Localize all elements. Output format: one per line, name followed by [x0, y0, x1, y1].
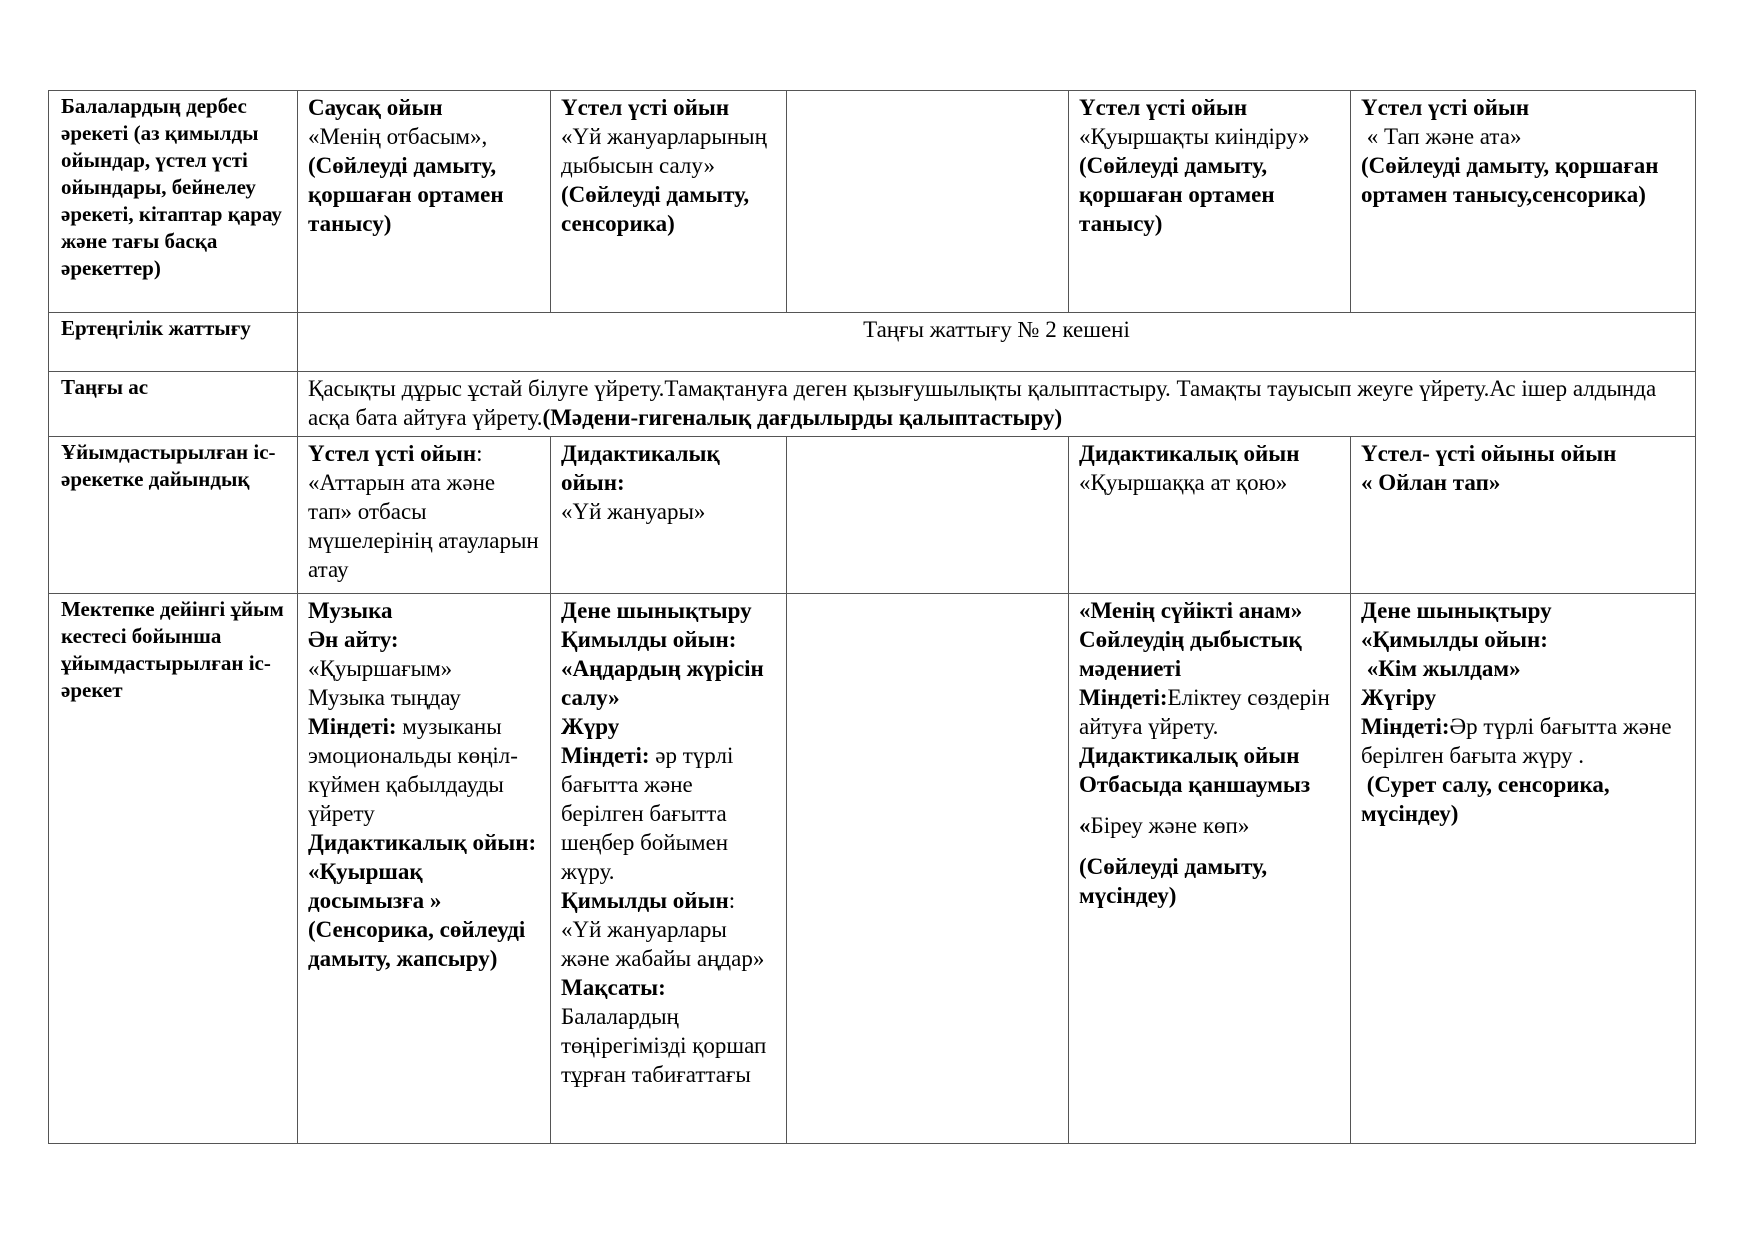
subject: Дене шынықтыру — [561, 598, 752, 623]
game-text: «Үй жануарлары және жабайы аңдар» — [561, 917, 765, 971]
cell-day-4 — [1069, 437, 1351, 594]
task-label: Міндеті: — [1361, 714, 1450, 739]
activity-title: Дидактикалық ойын — [1079, 441, 1300, 466]
row-breakfast — [49, 372, 1696, 437]
activity-title: Үстел- үсті ойыны ойын — [1361, 441, 1617, 466]
activity-title-2: « Ойлан тап» — [1361, 470, 1501, 495]
activity-title: Үстел үсті ойын — [1079, 95, 1248, 120]
activity-title: Үстел үсті ойын — [1361, 95, 1530, 120]
merged-cell — [298, 372, 1696, 437]
activity-type: «Қимылды ойын: — [1361, 627, 1548, 652]
cell-day-2 — [551, 594, 787, 1144]
activity-game: «Қуыршақты киіндіру» — [1079, 124, 1310, 149]
row-morning-exercise — [49, 313, 1696, 372]
didactic-game: Дидактикалық ойын Отбасыда қаншаумыз — [1079, 743, 1311, 797]
task-text: музыканы эмоциональды көңіл-күймен қабылдауды үйрету — [308, 714, 518, 826]
breakfast-skill: (Мәдени-гигеналық дағдылырды қалыптастыру) — [542, 405, 1063, 430]
didactic-game: Дидактикалық ойын: «Қуыршақ досымызға » — [308, 830, 537, 913]
cell-day-3 — [787, 437, 1069, 594]
cell-day-1 — [298, 437, 551, 594]
activity-title: Үстел үсті ойын — [561, 95, 730, 120]
cell-day-4 — [1069, 91, 1351, 313]
task-label: Міндеті: — [561, 743, 650, 768]
cell-day-3 — [787, 594, 1069, 1144]
activity-title: Дидактикалық ойын: — [561, 441, 720, 495]
game-suffix: : — [728, 888, 736, 913]
task-label: Міндеті: — [1079, 685, 1168, 710]
cell-day-5 — [1351, 91, 1696, 313]
cell-day-3 — [787, 91, 1069, 313]
game-title: «Кім жылдам» — [1361, 656, 1521, 681]
task-text: Әр түрлі бағытта және берілген бағыта жүру . — [1361, 714, 1672, 768]
quote-mark: « — [1079, 813, 1091, 838]
activity-area: (Сөйлеуді дамыту, қоршаған ортамен танысу) — [1079, 153, 1275, 236]
activity-area: (Сенсорика, сөйлеуді дамыту, жапсыру) — [308, 917, 526, 971]
activity-type: Қимылды ойын: — [561, 627, 737, 652]
activity-area: (Сурет салу, сенсорика, мүсіндеу) — [1361, 772, 1616, 826]
song-title: «Қуыршағым» — [308, 656, 453, 681]
activity-type: Ән айту: — [308, 627, 399, 652]
activity-type-2: Музыка тыңдау — [308, 685, 461, 710]
breakfast-text: Қасықты дұрыс ұстай білуге үйрету.Тамақтануға деген қызығушылықты қалыптастыру. Тамақты тауысып жеуге үйрету.Ас ішер алдында асқа бата айтуға үйрету. — [308, 376, 1657, 430]
row-label: Ұйымдастырылған іс-әрекетке дайындық — [49, 437, 298, 594]
cell-day-4 — [1069, 594, 1351, 1144]
activity-type-2: Жүгіру — [1361, 685, 1437, 710]
goal-text: Балалардың төңірегімізді қоршап тұрған табиғаттағы — [561, 1004, 767, 1087]
activity-text: «Қуыршаққа ат қою» — [1079, 470, 1288, 495]
row-label: Балалардың дербес әрекеті (аз қимылды ойындар, үстел үсті ойындары, бейнелеу әрекеті, кітаптар қарау және тағы басқа әрекеттер) — [49, 91, 298, 313]
goal-label: Мақсаты: — [561, 975, 666, 1000]
schedule-table — [48, 90, 1696, 1144]
subject: Дене шынықтыру — [1361, 598, 1552, 623]
task-label: Міндеті: — [308, 714, 397, 739]
cell-day-2 — [551, 91, 787, 313]
cell-day-5 — [1351, 594, 1696, 1144]
activity-title: Саусақ ойын — [308, 95, 443, 120]
game-label: Қимылды ойын — [561, 888, 729, 913]
row-label: Мектепке дейінгі ұйым кестесі бойынша ұйымдастырылған іс-әрекет — [49, 594, 298, 1144]
activity-area: (Сөйлеуді дамыту, қоршаған ортамен танысу) — [308, 153, 504, 236]
activity-area: (Сөйлеуді дамыту, қоршаған ортамен танысу,сенсорика) — [1361, 153, 1659, 207]
activity-game: «Үй жануарларының дыбысын салу» — [561, 124, 767, 178]
task-text: әр түрлі бағытта және берілген бағытта шеңбер бойымен жүру. — [561, 743, 734, 884]
activity-text: «Аттарын ата және тап» отбасы мүшелерінің атауларын атау — [308, 470, 539, 582]
activity-type: Сөйлеудің дыбыстық мәдениеті — [1079, 627, 1302, 681]
subject: «Менің сүйікті анам» — [1079, 598, 1303, 623]
cell-day-5 — [1351, 437, 1696, 594]
activity-area: (Сөйлеуді дамыту, мүсіндеу) — [1079, 854, 1268, 908]
activity-area: (Сөйлеуді дамыту, сенсорика) — [561, 182, 750, 236]
merged-cell-text: Таңғы жаттығу № 2 кешені — [298, 313, 1696, 372]
activity-title: Үстел үсті ойын — [308, 441, 477, 466]
subject: Музыка — [308, 598, 393, 623]
task-text: Еліктеу сөздерін айтуға үйрету. — [1079, 685, 1330, 739]
cell-day-1 — [298, 594, 551, 1144]
row-label: Ертеңгілік жаттығу — [49, 313, 298, 372]
activity-game: « Тап және ата» — [1361, 124, 1522, 149]
game-title: «Аңдардың жүрісін салу» — [561, 656, 764, 710]
row-label: Таңғы ас — [49, 372, 298, 437]
row-preparation — [49, 437, 1696, 594]
cell-day-2 — [551, 437, 787, 594]
activity-game: «Менің отбасым», — [308, 124, 488, 149]
row-independent-activity — [49, 91, 1696, 313]
activity-type-2: Жүру — [561, 714, 620, 739]
title-suffix: : — [476, 441, 483, 466]
game-text: Біреу және көп» — [1090, 813, 1250, 838]
row-organized-activity — [49, 594, 1696, 1144]
activity-text: «Үй жануары» — [561, 499, 706, 524]
cell-day-1 — [298, 91, 551, 313]
